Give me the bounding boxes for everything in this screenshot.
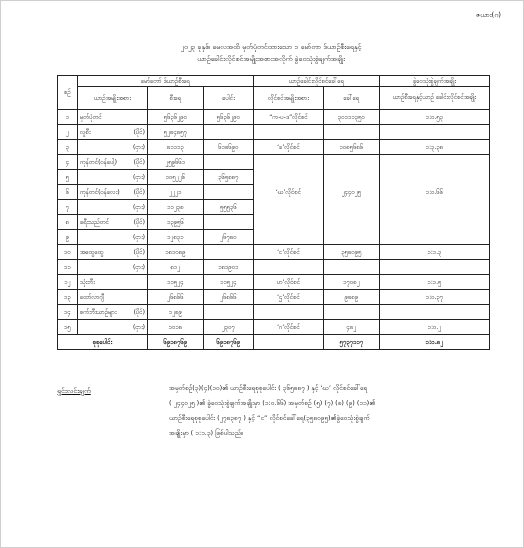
cell-no: ၁၁ bbox=[58, 260, 78, 275]
cell-total: ၅၆၃၆၂၉၀ bbox=[204, 110, 254, 125]
total-label: စုစုပေါင်း bbox=[58, 335, 148, 350]
cell-count: ၁၁၅၂၄ bbox=[148, 275, 204, 290]
header-license-type: လိုင်စင်အမျိုးအစား bbox=[254, 87, 324, 110]
cell-license-type bbox=[254, 260, 324, 275]
cell-type: ကုန်တင်(ဝန်လေး) (ပိုင်) bbox=[78, 185, 148, 200]
cell-type: ကုန်တင်(ဝန်ပေါ့) (ပိုင်) bbox=[78, 155, 148, 170]
cell-total bbox=[204, 155, 254, 170]
cell-no: ၄ bbox=[58, 155, 78, 170]
cell-count: ၂၆၈၆၆ bbox=[148, 290, 204, 305]
cell-license-count bbox=[324, 260, 380, 275]
cell-license-type: ‘ဃ’လိုင်စင် bbox=[254, 185, 324, 200]
cell-type: (ငှား) bbox=[78, 260, 148, 275]
table-row bbox=[58, 170, 490, 185]
cell-license-count: ၃၀၁၁၁၃၅၀ bbox=[324, 110, 380, 125]
cell-count: ၁၂၈၃၁ bbox=[148, 230, 204, 245]
cell-no: ၃ bbox=[58, 140, 78, 155]
table-row bbox=[58, 230, 490, 245]
cell-total: ၆၁၈၆၉၀ bbox=[204, 140, 254, 155]
table-row bbox=[58, 290, 490, 305]
cell-license-count bbox=[324, 215, 380, 230]
cell-license-count bbox=[324, 305, 380, 320]
note-heading: ရှင်းလင်းချက် bbox=[57, 387, 91, 395]
cell-no: ၁၀ bbox=[58, 245, 78, 260]
cell-count: ၅၂၈၄၈၅၇ bbox=[148, 125, 204, 140]
cell-license-count: ၉၈၈၉ bbox=[324, 290, 380, 305]
header-group-licenses: ယာဥ်ခေါင်းလိုင်စင်ခေါ်ရေ bbox=[254, 76, 380, 87]
header-vehicle-type: ယာဥ်အမျိုးအစား bbox=[78, 87, 148, 110]
title-line-2: ယာဥ်ခေါင်းလိုင်စင်အမျိုးအစားအလိုက် ခွဲဝေသုံးစွဲချက်အချိုး bbox=[197, 55, 345, 63]
table-row bbox=[58, 110, 490, 125]
cell-license-type bbox=[254, 215, 324, 230]
cell-total: ၁၁၅၂၄ bbox=[204, 275, 254, 290]
cell-license-count bbox=[324, 125, 380, 140]
table-row bbox=[58, 155, 490, 170]
cell-type: သုံးဘီး bbox=[78, 275, 148, 290]
cell-ratio bbox=[380, 230, 490, 245]
cell-no: ၈ bbox=[58, 215, 78, 230]
cell-license-type: ‘ဂ’လိုင်စင် bbox=[254, 320, 324, 335]
cell-type: (ငှား) bbox=[78, 320, 148, 335]
cell-ratio bbox=[380, 170, 490, 185]
cell-ratio: ၁:၀.၃၇ bbox=[380, 290, 490, 305]
vehicle-license-table bbox=[57, 75, 490, 350]
annex-label: ဇယား(ဂ) bbox=[475, 11, 501, 19]
cell-ratio bbox=[380, 125, 490, 140]
note-line-4: အချိုးမှာ ( ၁:၁.၃) ဖြစ်ပါသည်။ bbox=[169, 429, 243, 437]
cell-license-count bbox=[324, 230, 380, 245]
header-license-count: ခေါ်ရေ bbox=[324, 87, 380, 110]
cell-type: (ငှား) bbox=[78, 140, 148, 155]
cell-count: ၈၁၂ bbox=[148, 260, 204, 275]
header-group-vehicles: မော်တော် ဒ်ယာဥ်စီးရေ bbox=[78, 76, 254, 87]
cell-type: လူစီး (ပိုင်) bbox=[78, 125, 148, 140]
cell-type: ထော်လာဂျီ bbox=[78, 290, 148, 305]
cell-total: ၂၆၈၆၆ bbox=[204, 290, 254, 305]
cell-ratio bbox=[380, 260, 490, 275]
cell-type: ခရီးသည်တင် (ပိုင်) bbox=[78, 215, 148, 230]
cell-count: ၅၆၃၆၂၉၀ bbox=[148, 110, 204, 125]
cell-license-count bbox=[324, 200, 380, 215]
cell-no: ၁၅ bbox=[58, 320, 78, 335]
cell-license-type bbox=[254, 170, 324, 185]
cell-no: ၉ bbox=[58, 230, 78, 245]
cell-count: ၂၂၂၁ bbox=[148, 185, 204, 200]
cell-count: ၈၁၁၁၃ bbox=[148, 140, 204, 155]
cell-type: (ငှား) bbox=[78, 200, 148, 215]
total-total: ၆၉၁၈၇၆၉ bbox=[204, 335, 254, 350]
note-line-2: ( ၂၄၄၀၂၅ )၏ ခွဲဝေသုံးစွဲချက်အချိုးမှာ (၁:၀.၆၆) အမှတ်စဉ် (၅) (၇) (၈) (၉) (၁၁)၏ bbox=[169, 399, 375, 407]
cell-ratio: ၁:၃.၃၈ bbox=[380, 140, 490, 155]
cell-no: ၇ bbox=[58, 200, 78, 215]
cell-total bbox=[204, 245, 254, 260]
total-count: ၆၉၁၈၇၆၉ bbox=[148, 335, 204, 350]
cell-license-type bbox=[254, 200, 324, 215]
table-row bbox=[58, 305, 490, 320]
cell-no: ၁၄ bbox=[58, 305, 78, 320]
cell-ratio: ၁:၀.၂ bbox=[380, 320, 490, 335]
table-row bbox=[58, 260, 490, 275]
cell-count: ၁၀၁၈ bbox=[148, 320, 204, 335]
cell-no: ၁ bbox=[58, 110, 78, 125]
cell-total: ၅၅၅၃၆ bbox=[204, 200, 254, 215]
cell-count: ၁၃၉၅၆ bbox=[148, 215, 204, 230]
cell-ratio: ၁:၁.၅ bbox=[380, 275, 490, 290]
cell-no: ၁၂ bbox=[58, 275, 78, 290]
cell-no: ၂ bbox=[58, 125, 78, 140]
cell-license-count: ၁၀၈၅၆၈၆ bbox=[324, 140, 380, 155]
document-title bbox=[61, 41, 481, 65]
total-ratio: ၁:၀.၈၂ bbox=[380, 335, 490, 350]
total-license-count: ၅၇၃၇၁၁၇ bbox=[324, 335, 380, 350]
cell-license-count bbox=[324, 155, 380, 170]
cell-no: ၁၃ bbox=[58, 290, 78, 305]
cell-license-type: ‘ခ’လိုင်စင် bbox=[254, 140, 324, 155]
cell-no: ၅ bbox=[58, 170, 78, 185]
note-line-3: ယာဥ်စီးရေစုစုပေါင်း (၂၇၈၃၈၇ ) နှင့် “င” လိုင်စင်ခေါ်ရေ(၃၅၈၀၉၅)၏ခွဲဝေသုံးစွဲချက် bbox=[169, 414, 370, 422]
cell-type: အထွေထွေ (ပိုင်) bbox=[78, 245, 148, 260]
cell-total: ၂၆၇၈၀ bbox=[204, 230, 254, 245]
cell-ratio: ၁:၁.၃ bbox=[380, 245, 490, 260]
cell-count: ၁၈၁၀၈၉ bbox=[148, 245, 204, 260]
header-group-ratio: ခွဲဝေသုံးစွဲချက်အချိုး bbox=[380, 76, 490, 87]
cell-count: ၁၁၂၃၈ bbox=[148, 200, 204, 215]
note-body bbox=[169, 381, 495, 441]
cell-license-count: ၁၇၀၈၂ bbox=[324, 275, 380, 290]
header-no: စဥ် bbox=[58, 76, 78, 110]
cell-license-type bbox=[254, 155, 324, 170]
cell-license-type: ဟ’လိုင်စင် bbox=[254, 275, 324, 290]
cell-total: ၁၈၁၉၀၁ bbox=[204, 260, 254, 275]
table-row bbox=[58, 320, 490, 335]
table-row bbox=[58, 275, 490, 290]
table-row bbox=[58, 125, 490, 140]
cell-total: ၂၃၀၇ bbox=[204, 320, 254, 335]
cell-total bbox=[204, 185, 254, 200]
cell-ratio bbox=[380, 305, 490, 320]
header-total: ပေါင်း bbox=[204, 87, 254, 110]
table-row bbox=[58, 185, 490, 200]
header-ratio: ယာဥ်စီးရေနှင့်ယာဥ် ခေါင်းလိုင်စင်အချိုး bbox=[380, 87, 490, 110]
cell-license-type: “က-ပ-ဒ”လိုင်စင် bbox=[254, 110, 324, 125]
cell-ratio bbox=[380, 215, 490, 230]
table-row bbox=[58, 200, 490, 215]
cell-license-type: ‘င’လိုင်စင် bbox=[254, 245, 324, 260]
total-license-type bbox=[254, 335, 324, 350]
cell-total bbox=[204, 215, 254, 230]
cell-type: (ငှား) bbox=[78, 230, 148, 245]
cell-license-count: ၃၅၈၀၉၅ bbox=[324, 245, 380, 260]
cell-count: ၁၀၅၂၂၆ bbox=[148, 170, 204, 185]
cell-license-type bbox=[254, 230, 324, 245]
title-line-1: ၂၀၂၃ ခုနှစ်၊ မေလအထိ မှတ်ပုံတင်ထားသော ၁ မော်တာ ဒ်ယာဥ်စီးရေနှင့် bbox=[180, 43, 362, 51]
cell-count: ၂၅၉၆၆၁ bbox=[148, 155, 204, 170]
cell-license-count bbox=[324, 170, 380, 185]
cell-total bbox=[204, 125, 254, 140]
cell-total bbox=[204, 305, 254, 320]
cell-ratio: ၁:၀.၆၆ bbox=[380, 185, 490, 200]
header-count: စီးရေ bbox=[148, 87, 204, 110]
cell-license-type bbox=[254, 305, 324, 320]
cell-license-count: ၄၈၂ bbox=[324, 320, 380, 335]
cell-type: မှတ်ပုံတင် bbox=[78, 110, 148, 125]
cell-total: ၃၆၅၈၈၇ bbox=[204, 170, 254, 185]
cell-type: စက်ဘီးယာဥ်များ (ပိုင်) bbox=[78, 305, 148, 320]
cell-ratio bbox=[380, 155, 490, 170]
cell-license-type: ‘ဌ’လိုင်စင် bbox=[254, 290, 324, 305]
cell-license-type bbox=[254, 125, 324, 140]
table-row bbox=[58, 215, 490, 230]
cell-license-count: ၂၄၄၀၂၅ bbox=[324, 185, 380, 200]
cell-type: (ငှား) bbox=[78, 170, 148, 185]
cell-no: ၆ bbox=[58, 185, 78, 200]
cell-count: ၁၂၈၉ bbox=[148, 305, 204, 320]
cell-ratio bbox=[380, 200, 490, 215]
cell-ratio: ၁:၀.၅၃ bbox=[380, 110, 490, 125]
note-line-1: အမှတ်စဉ်(၃)(၄)(၁၀)၏ ယာဥ်စီးရေစုစုပေါင်း ( ၃၆၅၈၈၇ ) နှင့် ‘ဃ’ လိုင်စင်ခေါ်ရေ bbox=[169, 384, 368, 392]
table-row bbox=[58, 245, 490, 260]
table-row bbox=[58, 140, 490, 155]
table-total-row bbox=[58, 335, 490, 350]
